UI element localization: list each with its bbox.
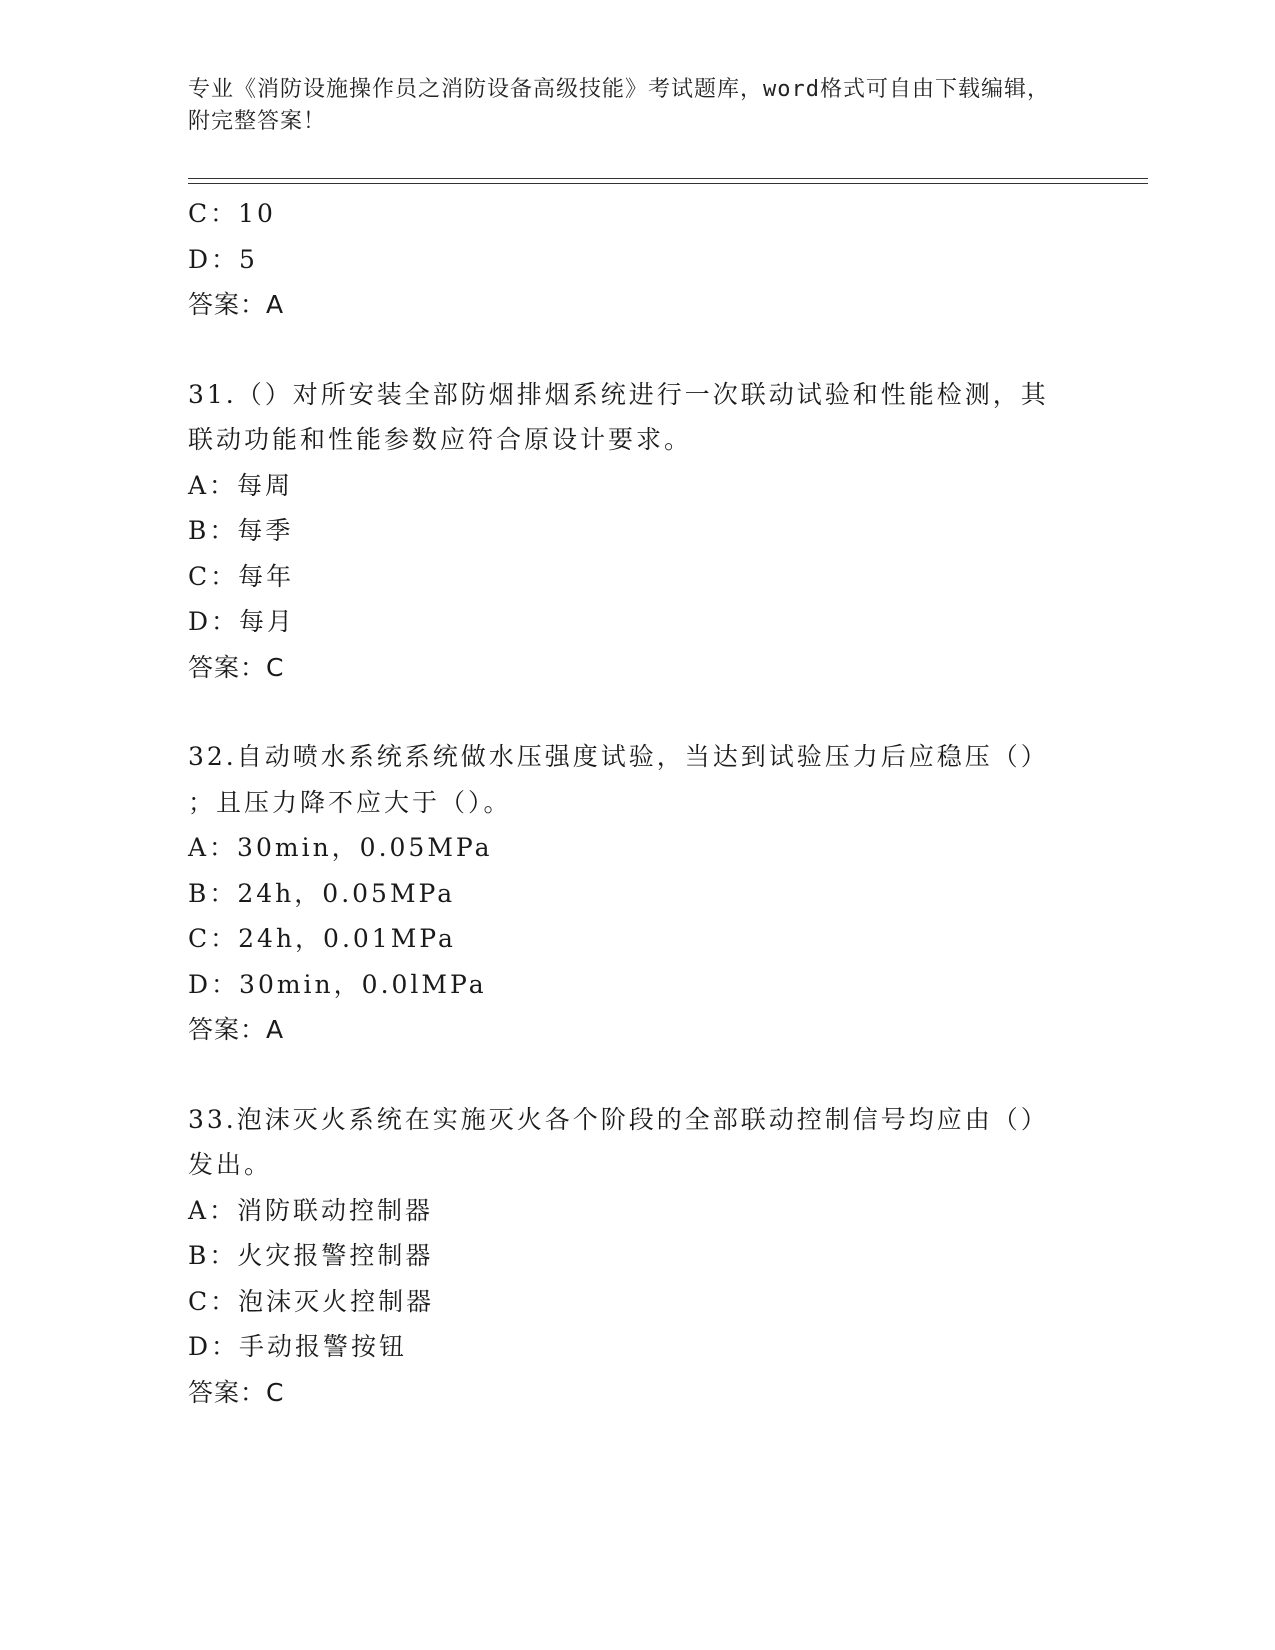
option-a: A：每周	[188, 470, 294, 500]
question-32	[188, 734, 1068, 1053]
question-stem-continued: 联动功能和性能参数应符合原设计要求。	[188, 425, 693, 454]
option-d: D：30min，0.0lMPa	[188, 969, 487, 999]
option-b: B：火灾报警控制器	[188, 1241, 434, 1270]
question-31	[188, 372, 1068, 691]
question-stem: 31.（）对所安装全部防烟排烟系统进行一次联动试验和性能检测，其	[188, 379, 1049, 409]
previous-question-tail	[188, 191, 1068, 328]
option-c: C：泡沫灭火控制器	[188, 1286, 435, 1316]
header-rule-bottom	[188, 183, 1148, 184]
option-a: A：消防联动控制器	[188, 1195, 434, 1225]
option-b: B：24h，0.05MPa	[188, 878, 456, 908]
option-d-text: 5	[239, 244, 258, 274]
question-33	[188, 1097, 1068, 1416]
option-d: D：手动报警按钮	[188, 1332, 408, 1361]
option-d: D：每月	[188, 607, 296, 636]
answer-line: 答案：C	[188, 652, 285, 682]
answer-line: 答案：C	[188, 1377, 285, 1407]
option-c: C：24h，0.01MPa	[188, 924, 456, 953]
option-c: C：每年	[188, 561, 295, 591]
question-stem: 32.自动喷水系统系统做水压强度试验，当达到试验压力后应稳压（）	[188, 742, 1049, 771]
question-stem-continued: 发出。	[188, 1150, 273, 1179]
option-a: A：30min，0.05MPa	[188, 833, 493, 862]
option-b: B：每季	[188, 516, 294, 545]
answer-line: 答案：A	[188, 1015, 285, 1044]
option-c-text: 10	[238, 199, 276, 228]
answer-line: 答案：A	[188, 290, 285, 319]
question-stem-continued: ；且压力降不应大于（）。	[188, 787, 512, 817]
question-content	[188, 191, 1068, 1415]
question-stem: 33.泡沫灭火系统在实施灭火各个阶段的全部联动控制信号均应由（）	[188, 1104, 1049, 1134]
header-rule-top	[188, 178, 1148, 179]
option-c: C：10	[188, 199, 276, 228]
document-header: 专业《消防设施操作员之消防设备高级技能》考试题库，word格式可自由下载编辑，附完整答案！	[188, 77, 1050, 134]
option-d: D：5	[188, 244, 258, 274]
